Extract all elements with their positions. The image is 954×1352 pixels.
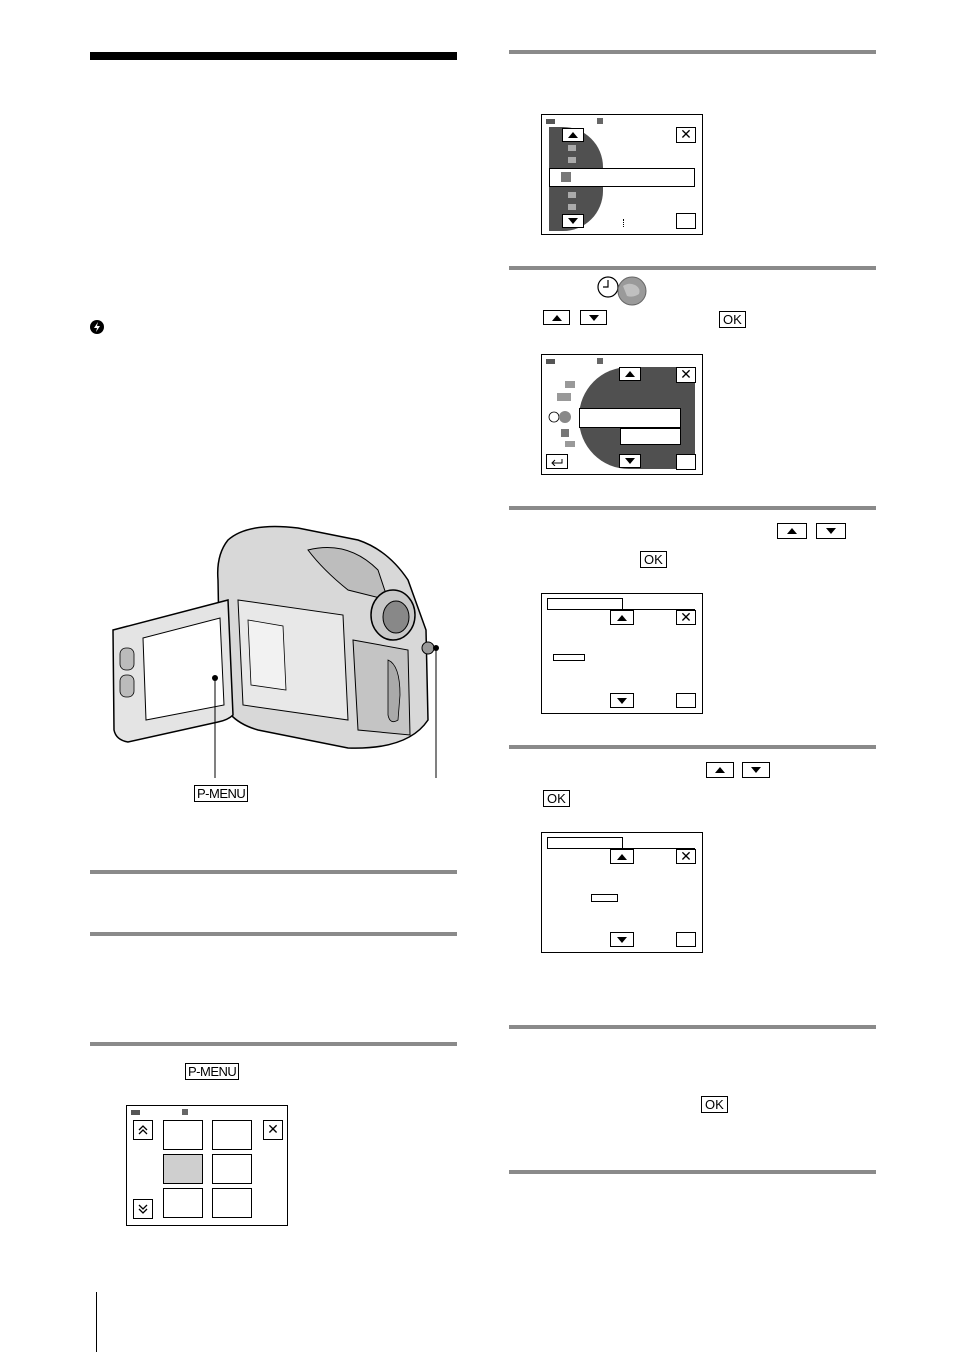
- close-icon: ✕: [680, 609, 692, 626]
- inline-up-button: [777, 523, 807, 539]
- scroll-up-button[interactable]: [562, 128, 584, 142]
- close-button[interactable]: [676, 127, 696, 143]
- arrow-up-icon: [617, 615, 627, 621]
- close-button[interactable]: [263, 1120, 283, 1140]
- tape-icon: [597, 358, 603, 364]
- menu-tile-selected[interactable]: [163, 1154, 203, 1184]
- picture-app-icon: [568, 157, 576, 163]
- camera-icon: [557, 393, 571, 401]
- ok-button[interactable]: [676, 213, 696, 229]
- standard-set-icon: [565, 381, 575, 388]
- inline-down-button: [742, 762, 770, 778]
- value-down-button[interactable]: [610, 932, 634, 947]
- arrow-up-icon: [625, 371, 635, 377]
- clock-globe-icon: [548, 410, 574, 424]
- battery-icon: [131, 1110, 140, 1115]
- close-icon: ✕: [267, 1122, 279, 1138]
- double-chevron-up-icon: [138, 1125, 148, 1135]
- ok-inline-label: OK: [701, 1096, 728, 1113]
- step-rule: [90, 870, 457, 874]
- close-button[interactable]: [676, 849, 696, 864]
- step-rule: [90, 1042, 457, 1046]
- menu-tile[interactable]: [212, 1154, 252, 1184]
- step-rule: [509, 1170, 876, 1174]
- menu-screen-2: [541, 354, 703, 475]
- ok-inline-label: OK: [719, 311, 746, 328]
- standard-set-icon: [568, 204, 576, 210]
- menu-tile[interactable]: [212, 1188, 252, 1218]
- page-down-button[interactable]: [133, 1199, 153, 1219]
- clock-set-screen-1: [541, 593, 703, 714]
- edit-play-icon: [568, 192, 576, 198]
- submenu-item-selected[interactable]: [579, 408, 681, 428]
- value-field[interactable]: [591, 894, 618, 902]
- pmenu-label: P-MENU: [194, 785, 248, 802]
- close-button[interactable]: [676, 610, 696, 625]
- arrow-down-icon: [589, 315, 599, 321]
- pmenu-inline-label: P-MENU: [185, 1063, 239, 1080]
- menu-tile[interactable]: [163, 1188, 203, 1218]
- inline-down-button: [816, 523, 846, 539]
- arrow-up-icon: [715, 767, 725, 773]
- return-arrow-icon: [551, 458, 563, 466]
- menu-tile[interactable]: [212, 1120, 252, 1150]
- camcorder-illustration: [108, 520, 448, 785]
- menu-screen-1: [541, 114, 703, 235]
- arrow-up-icon: [552, 315, 562, 321]
- arrow-down-icon: [751, 767, 761, 773]
- menu-tile[interactable]: [163, 1120, 203, 1150]
- arrow-down-icon: [625, 458, 635, 464]
- double-chevron-down-icon: [138, 1204, 148, 1214]
- ok-button[interactable]: [676, 454, 696, 470]
- value-up-button[interactable]: [610, 849, 634, 864]
- arrow-down-icon: [617, 698, 627, 704]
- step-rule: [509, 1025, 876, 1029]
- inline-down-button: [580, 310, 607, 325]
- setup-icon: [561, 429, 569, 437]
- inline-up-button: [543, 310, 570, 325]
- page-up-button[interactable]: [133, 1120, 153, 1140]
- close-icon: ✕: [680, 367, 692, 383]
- pmenu-screen: [126, 1105, 288, 1226]
- page-margin-line: [96, 1292, 97, 1352]
- close-icon: ✕: [680, 127, 692, 143]
- return-button[interactable]: [546, 454, 568, 469]
- tape-icon: [182, 1109, 188, 1115]
- ok-inline-label: OK: [543, 790, 570, 807]
- step-rule: [90, 932, 457, 936]
- ok-button[interactable]: [676, 693, 696, 708]
- step-rule: [509, 50, 876, 54]
- battery-icon: [546, 119, 555, 124]
- step-rule: [509, 266, 876, 270]
- step-rule: [509, 745, 876, 749]
- value-up-button[interactable]: [610, 610, 634, 625]
- tape-icon: [597, 118, 603, 124]
- ok-button[interactable]: [676, 932, 696, 947]
- clock-language-set-icon: [597, 276, 651, 306]
- arrow-up-icon: [568, 132, 578, 138]
- close-button[interactable]: [676, 367, 696, 383]
- submenu-item[interactable]: [620, 428, 681, 445]
- inline-up-button: [706, 762, 734, 778]
- arrow-up-icon: [787, 528, 797, 534]
- ok-inline-label: OK: [640, 551, 667, 568]
- close-icon: ✕: [680, 848, 692, 865]
- arrow-down-icon: [568, 218, 578, 224]
- arrow-down-icon: [826, 528, 836, 534]
- camera-set-icon: [568, 145, 576, 151]
- clock-set-screen-2: [541, 832, 703, 953]
- edit-icon: [565, 441, 575, 447]
- setup-icon: [561, 172, 571, 182]
- section-header-rule: [90, 52, 457, 60]
- arrow-up-icon: [617, 854, 627, 860]
- value-down-button[interactable]: [610, 693, 634, 708]
- step-rule: [509, 506, 876, 510]
- scroll-down-button[interactable]: [562, 214, 584, 228]
- arrow-down-icon: [617, 937, 627, 943]
- caution-lightning-icon: [90, 320, 104, 334]
- scroll-down-button[interactable]: [619, 454, 641, 468]
- scroll-up-button[interactable]: [619, 367, 641, 381]
- value-field[interactable]: [553, 654, 585, 661]
- battery-icon: [546, 359, 555, 364]
- scroll-indicator: [623, 219, 625, 227]
